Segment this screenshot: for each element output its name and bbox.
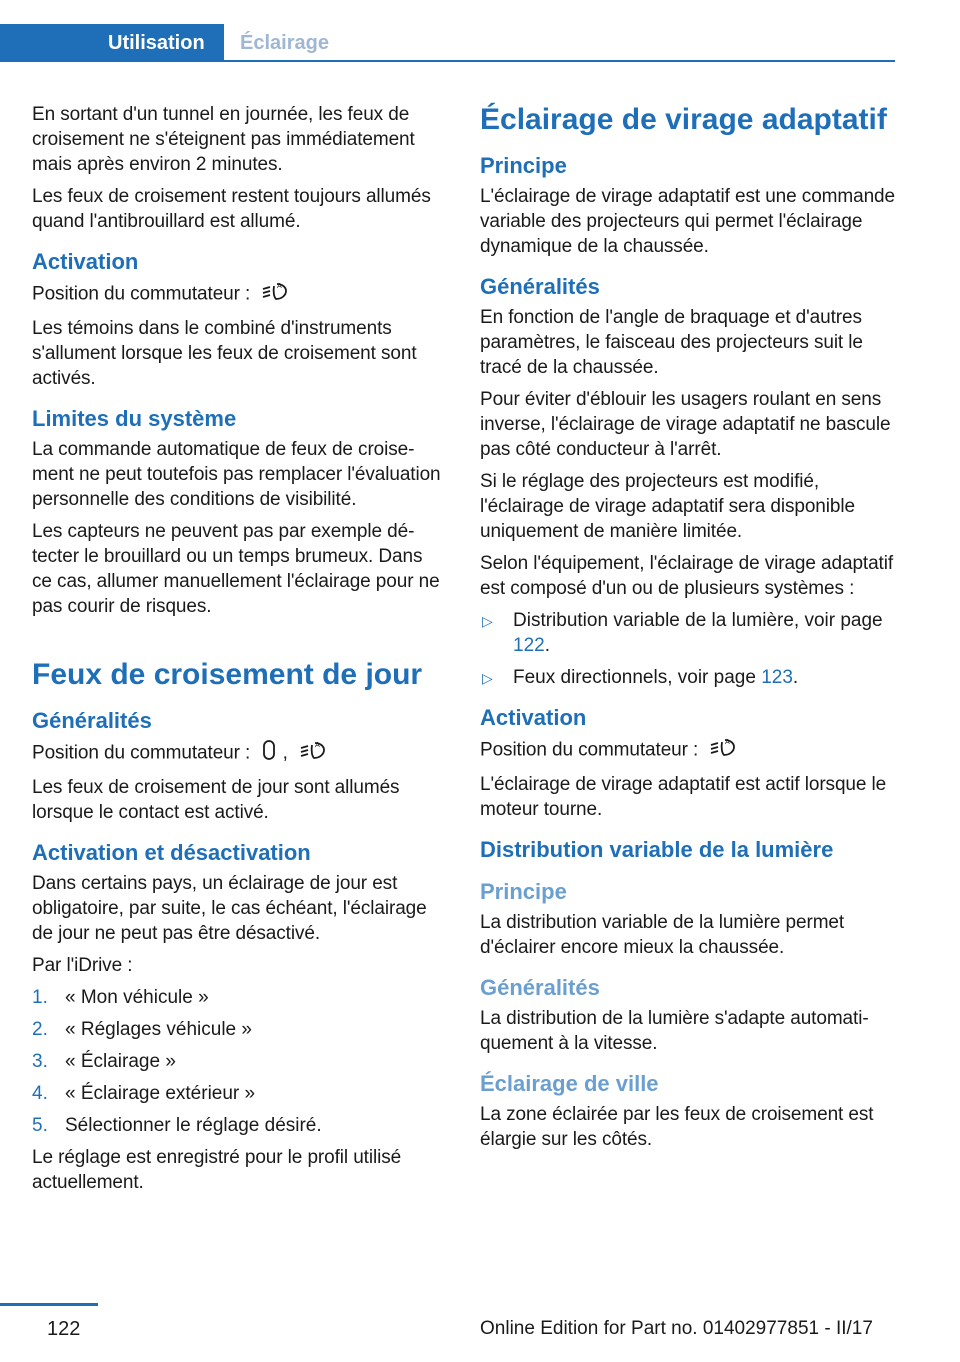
step-text: « Éclairage » — [65, 1051, 176, 1072]
paragraph — [480, 736, 895, 765]
low-beam-auto-icon — [261, 280, 289, 309]
section-heading-limits: Limites du système — [32, 406, 237, 431]
subsection-heading-city-lighting: Éclairage de ville — [480, 1071, 659, 1096]
page-header — [0, 0, 960, 62]
list-item — [32, 1017, 447, 1042]
svg-text:A: A — [277, 282, 283, 290]
section-heading-activation: Activation — [480, 705, 587, 730]
switch-position-label: Position du commutateur : — [480, 739, 699, 761]
triangle-bullet-icon: ▷ — [482, 670, 493, 686]
bullet-text: Feux directionnels, voir page — [513, 667, 762, 688]
tab-eclairage[interactable]: Éclairage — [240, 32, 329, 54]
svg-text:A: A — [725, 738, 731, 746]
chapter-title-drl: Feux de croisement de jour — [32, 658, 423, 691]
separator: , — [282, 742, 288, 764]
edition-footer: Online Edition for Part no. 01402977851 - II/17 — [480, 1318, 873, 1339]
section-heading-activation-deactivation: Activation et désactivation — [32, 840, 311, 865]
paragraph: Par l'iDrive : — [32, 955, 133, 976]
section-heading-principe: Principe — [480, 153, 567, 178]
step-number: 4. — [32, 1083, 48, 1104]
step-number: 3. — [32, 1051, 48, 1072]
paragraph: En fonction de l'angle de braquage et d'autres paramètres, le faisceau des projecteurs suit le tracé de la chaussée. — [480, 307, 863, 378]
paragraph — [32, 739, 447, 768]
bullet-end: . — [544, 635, 550, 656]
step-number: 5. — [32, 1115, 48, 1136]
paragraph — [32, 280, 447, 309]
paragraph: La zone éclairée par les feux de croisement est élargie sur les côtés. — [480, 1104, 874, 1150]
low-beam-auto-icon — [299, 739, 327, 768]
low-beam-auto-icon — [709, 736, 737, 765]
triangle-bullet-icon: ▷ — [482, 613, 493, 629]
page-number: 122 — [47, 1318, 81, 1340]
page-number-bar — [0, 1303, 98, 1306]
bullet-end: . — [792, 667, 799, 688]
list-item — [32, 1081, 447, 1106]
list-item — [480, 665, 895, 690]
right-column — [480, 102, 895, 1159]
paragraph: Les capteurs ne peuvent pas par exemple détecter le brouillard ou un temps brumeux. Dans ce cas, allumer manuellement l'éclairage pour ne pas courir de risques. — [32, 521, 440, 617]
systems-list — [480, 608, 895, 690]
svg-text:A: A — [314, 741, 320, 749]
subsection-heading-principe: Principe — [480, 879, 567, 904]
page-link-123[interactable]: 123 — [761, 667, 793, 688]
paragraph: En sortant d'un tunnel en journée, les feux de croisement ne s'éteignent pas immédiatement mais après environ 2 minutes. — [32, 104, 415, 175]
step-number: 1. — [32, 987, 48, 1008]
subsection-heading-general: Généralités — [480, 975, 600, 1000]
section-heading-general: Généralités — [480, 274, 600, 299]
step-number: 2. — [32, 1019, 48, 1040]
paragraph: La distribution de la lumière s'adapte automatiquement à la vitesse. — [480, 1008, 869, 1054]
section-heading-activation: Activation — [32, 249, 139, 274]
paragraph: Les témoins dans le combiné d'instruments s'allument lorsque les feux de croisement sont activés. — [32, 318, 417, 389]
tab-utilisation[interactable]: Utilisation — [0, 24, 224, 62]
paragraph: Si le réglage des projecteurs est modifié, l'éclairage de virage adaptatif sera disponible uniquement de manière limitée. — [480, 471, 855, 542]
paragraph: L'éclairage de virage adaptatif est actif lorsque le moteur tourne. — [480, 774, 887, 820]
left-column — [32, 102, 447, 1202]
section-heading-general: Généralités — [32, 708, 152, 733]
paragraph: Pour éviter d'éblouir les usagers roulant en sens inverse, l'éclairage de virage adaptatif ne bascule pas côté conducteur à l'arrêt. — [480, 389, 891, 460]
list-item — [32, 1049, 447, 1074]
step-text: Sélectionner le réglage désiré. — [65, 1115, 322, 1136]
header-rule — [224, 60, 895, 62]
list-item — [32, 1113, 447, 1138]
switch-position-label: Position du commutateur : — [32, 742, 251, 764]
bullet-text: Distribution variable de la lumière, voir page — [513, 610, 883, 631]
chapter-title-adaptive: Éclairage de virage adaptatif — [480, 103, 887, 136]
paragraph: Le réglage est enregistré pour le profil utilisé actuellement. — [32, 1147, 402, 1193]
step-text: « Réglages véhicule » — [65, 1019, 252, 1040]
paragraph: La commande automatique de feux de croisement ne peut toutefois pas remplacer l'évaluation personnelle des conditions de visibilité. — [32, 439, 441, 510]
paragraph: Dans certains pays, un éclairage de jour est obligatoire, par suite, le cas échéant, l'éclairage de jour ne peut pas être désactivé. — [32, 873, 427, 944]
switch-off-icon — [261, 739, 277, 768]
paragraph: Les feux de croisement restent toujours allumés quand l'antibrouillard est allumé. — [32, 186, 431, 232]
paragraph: La distribution variable de la lumière permet d'éclairer encore mieux la chaussée. — [480, 912, 845, 958]
list-item — [480, 608, 895, 658]
switch-position-label: Position du commutateur : — [32, 283, 251, 305]
page-link-122[interactable]: 122 — [513, 635, 545, 656]
paragraph: L'éclairage de virage adaptatif est une commande variable des projecteurs qui permet l'éclairage dynamique de la chaussée. — [480, 186, 895, 257]
section-heading-variable-distribution: Distribution variable de la lumière — [480, 837, 834, 862]
list-item — [32, 985, 447, 1010]
idrive-steps-list — [32, 985, 447, 1138]
step-text: « Mon véhicule » — [65, 987, 209, 1008]
paragraph: Selon l'équipement, l'éclairage de virage adaptatif est composé d'un ou de plusieurs systèmes : — [480, 553, 894, 599]
paragraph: Les feux de croisement de jour sont allumés lorsque le contact est activé. — [32, 777, 400, 823]
step-text: « Éclairage extérieur » — [65, 1083, 256, 1104]
